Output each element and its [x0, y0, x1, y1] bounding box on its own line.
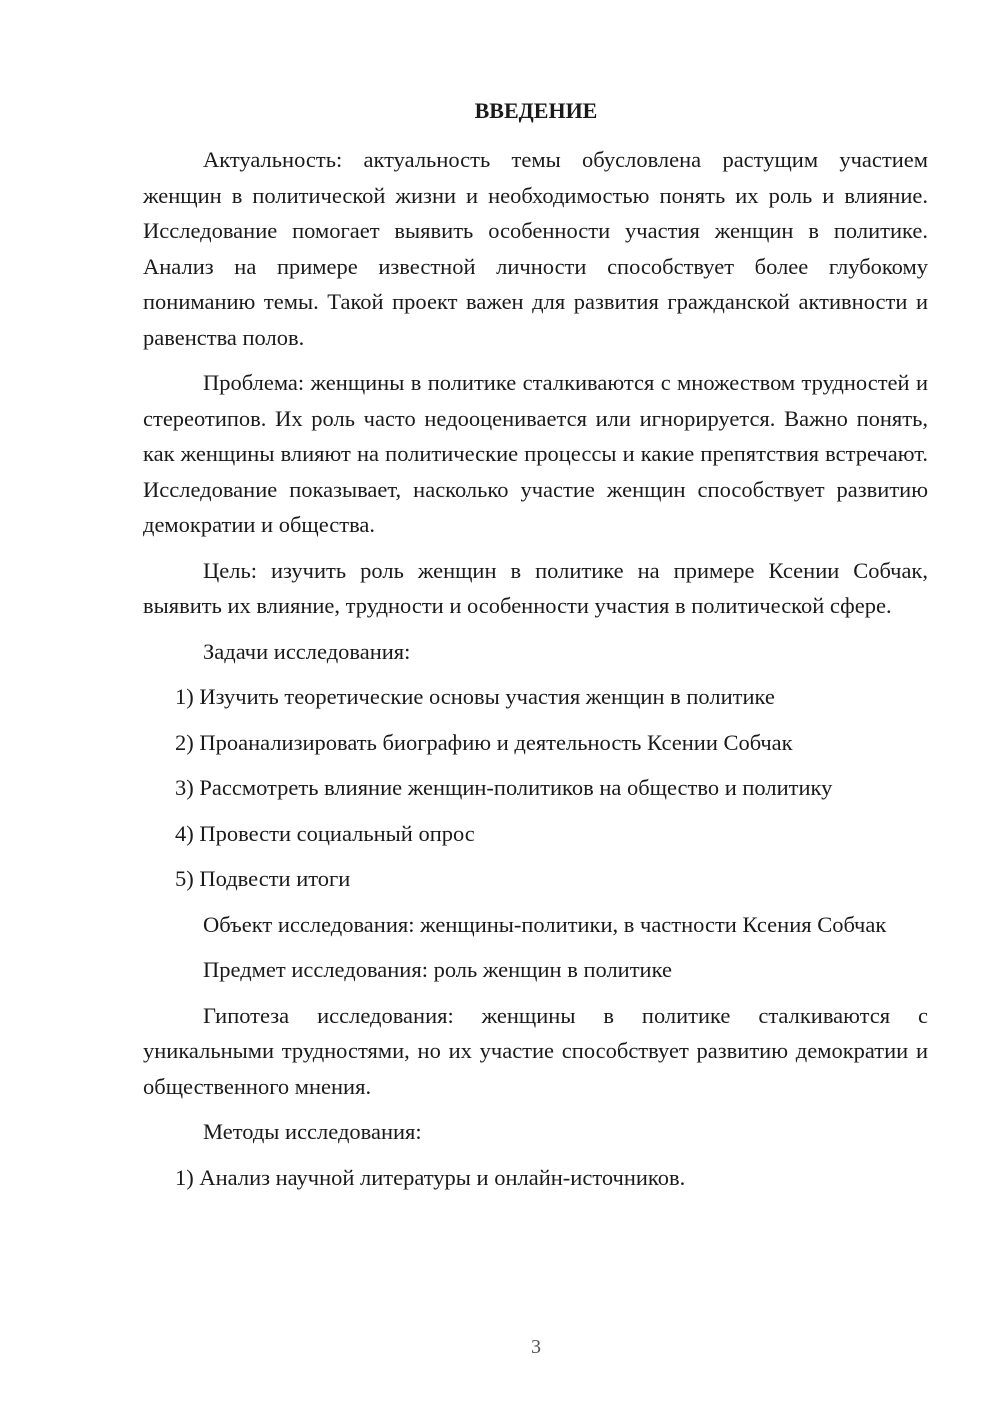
relevance-paragraph: Актуальность: актуальность темы обусловлена растущим участием женщин в политической жизни и необходимостью понять их роль и влияние. Исследование помогает выявить особенности участия женщин в политике. Анализ на примере известной личности способствует более глубокому пониманию темы. Такой проект важен для развития гражданской активности и равенства полов. [143, 147, 928, 350]
subject-paragraph: Предмет исследования: роль женщин в политике [203, 957, 672, 982]
tasks-list [143, 679, 928, 897]
list-item: 2) Проанализировать биографию и деятельность Ксении Собчак [175, 729, 793, 755]
hypothesis-paragraph: Гипотеза исследования: женщины в политике сталкиваются с уникальными трудностями, но их участие способствует развитию демократии и общественного мнения. [143, 1002, 928, 1099]
object-paragraph: Объект исследования: женщины-политики, в частности Ксения Собчак [203, 911, 887, 937]
problem-paragraph: Проблема: женщины в политике сталкиваются с множеством трудностей и стереотипов. Их роль часто недооценивается или игнорируется. Важно понять, как женщины влияют на политические процессы и какие препятствия встречают. Исследование показывает, насколько участие женщин способствует развитию демократии и общества. [143, 370, 928, 537]
methods-list [143, 1160, 928, 1196]
document-body [143, 142, 928, 1205]
list-item: 1) Анализ научной литературы и онлайн-источников. [175, 1164, 686, 1190]
list-item: 1) Изучить теоретические основы участия женщин в политике [175, 684, 775, 709]
list-item: 3) Рассмотреть влияние женщин-политиков на общество и политику [175, 775, 833, 800]
list-item: 5) Подвести итоги [175, 866, 351, 891]
list-item: 4) Провести социальный опрос [175, 820, 475, 846]
goal-paragraph: Цель: изучить роль женщин в политике на примере Ксении Собчак, выявить их влияние, трудности и особенности участия в политической сфере. [143, 557, 928, 618]
page-title: ВВЕДЕНИЕ [474, 98, 598, 123]
tasks-heading: Задачи исследования: [203, 638, 411, 664]
methods-heading: Методы исследования: [203, 1119, 422, 1144]
page-number: 3 [531, 1336, 541, 1358]
